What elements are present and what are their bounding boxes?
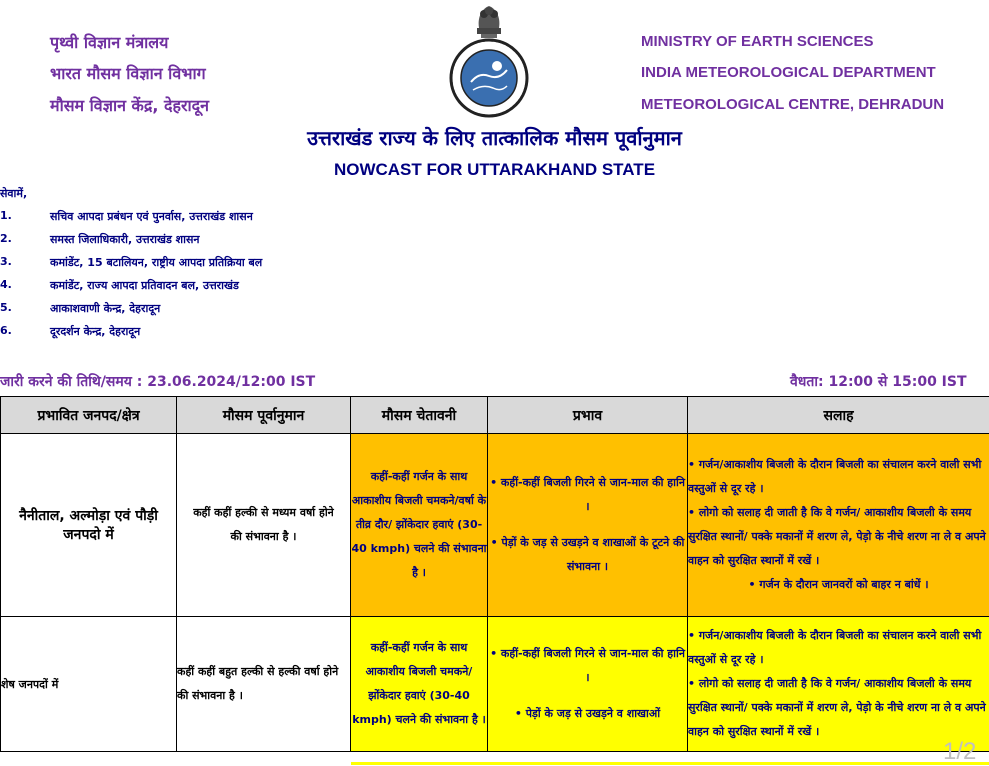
district-cell: शेष जनपदों में [1, 617, 177, 752]
header-hindi-line-2: भारत मौसम विज्ञान विभाग [50, 62, 206, 84]
impact-line: • पेड़ों के जड़ से उखड़ने व शाखाओं [488, 702, 687, 726]
warning-cell: कहीं-कहीं गर्जन के साथ आकाशीय बिजली चमकने/ झोंकेदार हवाएं (30-40 kmph) चलने की संभावना है । [351, 617, 488, 752]
header-hindi-line-3: मौसम विज्ञान केंद्र, देहरादून [50, 94, 209, 116]
recipient-number: 1. [0, 209, 12, 222]
recipient-text: कमांडेंट, राज्य आपदा प्रतिवादन बल, उत्तराखंड [50, 278, 239, 293]
table-row [1, 434, 989, 617]
impact-cell [488, 434, 688, 617]
impact-line: • पेड़ों के जड़ से उखड़ने व शाखाओं के टूटने की संभावना । [488, 531, 687, 579]
warning-cell: कहीं-कहीं गर्जन के साथ आकाशीय बिजली चमकने/वर्षा के तीव्र दौर/ झोंकेदार हवाएं (30-40 kmph) चलने की संभावना है । [351, 434, 488, 617]
advice-line: • लोगो को सलाह दी जाती है कि वे गर्जन/ आकाशीय बिजली के समय सुरक्षित स्थानों/ पक्के मकानों में शरण ले, पेड़ो के नीचे शरण ना ले व अपने वाहन को सुरक्षित स्थानों में रखें । [688, 672, 989, 744]
impact-cell [488, 617, 688, 752]
page-number: 1/2 [943, 738, 976, 766]
nowcast-table [0, 396, 989, 752]
header-district: प्रभावित जनपद/क्षेत्र [1, 397, 177, 434]
impact-line: • कहीं-कहीं बिजली गिरने से जान-माल की हानि । [488, 642, 687, 690]
validity: वैधता: 12:00 से 15:00 IST [790, 372, 967, 391]
district-cell: नैनीताल, अल्मोड़ा एवं पौड़ी जनपदो में [1, 434, 177, 617]
recipient-number: 2. [0, 232, 12, 245]
recipient-number: 4. [0, 278, 12, 291]
recipient-text: आकाशवाणी केन्द्र, देहरादून [50, 301, 160, 316]
title-english: NOWCAST FOR UTTARAKHAND STATE [0, 160, 989, 180]
table-row [1, 617, 989, 752]
recipient-text: समस्त जिलाधिकारी, उत्तराखंड शासन [50, 232, 200, 247]
issue-label: जारी करने की तिथि/समय : [0, 374, 142, 390]
header-english-line-3: METEOROLOGICAL CENTRE, DEHRADUN [641, 96, 944, 113]
advice-line: • गर्जन/आकाशीय बिजली के दौरान बिजली का संचालन करने वाली सभी वस्तुओं से दूर रहे । [688, 624, 989, 672]
recipient-number: 5. [0, 301, 12, 314]
title-hindi: उत्तराखंड राज्य के लिए तात्कालिक मौसम पूर्वानुमान [0, 124, 989, 151]
lion-capital-icon [477, 6, 501, 38]
recipient-number: 6. [0, 324, 12, 337]
forecast-cell: कहीं कहीं बहुत हल्की से हल्की वर्षा होने की संभावना है । [177, 617, 351, 752]
issue-datetime [0, 372, 315, 391]
header-warning: मौसम चेतावनी [351, 397, 488, 434]
issue-value: 23.06.2024/12:00 IST [147, 374, 315, 390]
imd-emblem-icon [443, 2, 535, 120]
header-english-line-1: MINISTRY OF EARTH SCIENCES [641, 33, 874, 50]
header-forecast: मौसम पूर्वानुमान [177, 397, 351, 434]
advice-line: • गर्जन के दौरान जानवरों को बाहर न बांधें । [688, 573, 989, 597]
recipient-text: दूरदर्शन केन्द्र, देहरादून [50, 324, 140, 339]
advice-line: • गर्जन/आकाशीय बिजली के दौरान बिजली का संचालन करने वाली सभी वस्तुओं से दूर रहे । [688, 453, 989, 501]
recipient-text: सचिव आपदा प्रबंधन एवं पुनर्वास, उत्तराखंड शासन [50, 209, 253, 224]
forecast-cell: कहीं कहीं हल्की से मध्यम वर्षा होने की संभावना है । [177, 434, 351, 617]
advice-cell [688, 617, 989, 752]
table-header-row [1, 397, 989, 434]
advice-line: • लोगो को सलाह दी जाती है कि वे गर्जन/ आकाशीय बिजली के समय सुरक्षित स्थानों/ पक्के मकानों में शरण ले, पेड़ो के नीचे शरण ना ले व अपने वाहन को सुरक्षित स्थानों में रखें । [688, 501, 989, 573]
recipients-label: सेवामें, [0, 186, 27, 201]
recipient-number: 3. [0, 255, 12, 268]
header-impact: प्रभाव [488, 397, 688, 434]
impact-line: • कहीं-कहीं बिजली गिरने से जान-माल की हानि । [488, 471, 687, 519]
header-hindi-line-1: पृथ्वी विज्ञान मंत्रालय [50, 31, 168, 53]
recipient-text: कमांडेंट, 15 बटालियन, राष्ट्रीय आपदा प्रतिक्रिया बल [50, 255, 262, 270]
header-english-line-2: INDIA METEOROLOGICAL DEPARTMENT [641, 64, 936, 81]
header-advice: सलाह [688, 397, 989, 434]
advice-cell [688, 434, 989, 617]
